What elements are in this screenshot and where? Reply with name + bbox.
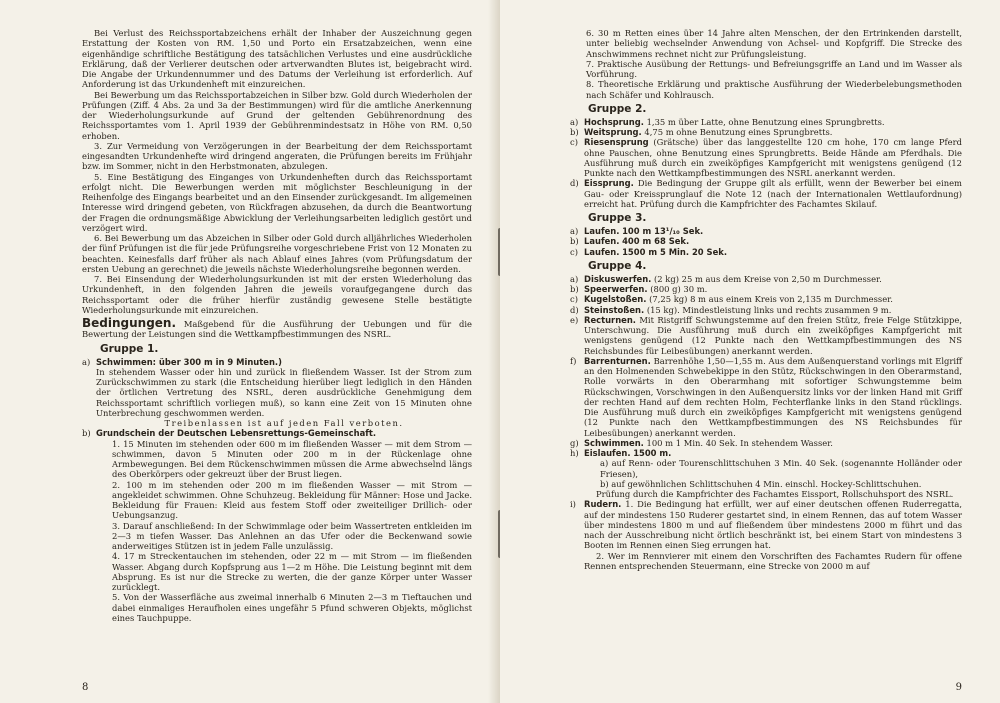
para-verlust: Bei Verlust des Reichssportabzeichens erhält der Inhaber der Auszeichnung gegen Erstattung der Kosten von RM. 1,50 und Porto ein Ersatzabzeichen, wenn eine eigenhändige schriftliche Bestätigung des tatsächlichen Verlustes und eine ausdrückliche Erklärung, daß der Verlierer deutschen oder artverwandten Blutes ist, beigebracht wird. Die Angabe der Urkundennummer und des Datums der Verleihung ist erforderlich. Auf Anforderung ist das Urkundenheft mit einzureichen. bbox=[82, 28, 472, 90]
item-label: g) bbox=[570, 437, 579, 448]
list-item: Prüfung durch die Kampfrichter des Fachamtes Eissport, Rollschuhsport des NSRL. bbox=[596, 489, 954, 499]
item-label: a) bbox=[570, 273, 579, 284]
item-text: (Grätsche) über das langgestellte 120 cm hohe, 170 cm lange Pferd ohne Pauschen, ohne Benutzung eines Sprungbretts. Beide Hände am Pferdhals. Die Ausführung muß durch ein zweiköpfiges Kampfgericht mit wenigstens genügend (12 Punkte nach den Wettkampfbestimmungen des NSRL anerkannt werden. bbox=[584, 137, 962, 178]
item-title: Schwimmen. bbox=[584, 437, 644, 448]
item-label: a) bbox=[570, 226, 579, 236]
bedingungen-title: Bedingungen. bbox=[82, 316, 177, 330]
list-item: 1. 15 Minuten im stehenden oder 600 m im fließenden Wasser — mit dem Strom — schwimmen, davon 5 Minuten oder 200 m in der Rückenlage ohne Armbewegungen. Bei dem Rückenschwimmen müssen die Arme abwechselnd längs des Oberkörpers oder gekreuzt über der Brust liegen. bbox=[112, 438, 472, 480]
item-title: Kugelstoßen. bbox=[584, 294, 647, 305]
item-text: 1500 m 5 Min. 20 Sek. bbox=[622, 246, 728, 257]
item-text: 1. Die Bedingung hat erfüllt, wer auf einer deutschen offenen Ruderregatta, auf der mindestens 150 Ruderer gestartet sind, in einem Rennen, das auf totem Wasser über mindestens 1800 m und auf fließendem über mindestens 2000 m führt und das nach der Ausschreibung nicht örtlich beschränkt ist, bei einem Start von mindestens 3 Booten im Rennen einen Sieg errungen hat. bbox=[584, 499, 963, 551]
item-text: Die Bedingung der Gruppe gilt als erfüllt, wenn der Bewerber bei einem Gau- oder Kreissprunglauf die Note 12 (nach der Internationalen Wettlaufordnung) erreicht hat. Prüfung durch die Kampfrichter des Fachamtes Skilauf. bbox=[584, 178, 962, 209]
item-hochsprung bbox=[570, 117, 962, 127]
item-title: Weitsprung. bbox=[584, 127, 642, 137]
item-title: Diskuswerfen. bbox=[584, 273, 652, 284]
item-title: Laufen. bbox=[584, 246, 620, 257]
para-6: 6. Bei Bewerbung um das Abzeichen in Silber oder Gold durch alljährliches Wiederholen der fünf Prüfungen ist die für jede Prüfungsreihe vorgeschriebene Frist von 12 Monaten zu beachten. Keinesfalls darf früher als nach Ablauf eines Jahres (vom Prüfungsdatum der ersten Uebung an gerechnet) die jeweils nächste Wiederholungsreihe begonnen werden. bbox=[82, 233, 472, 274]
item-label: b) bbox=[570, 236, 579, 247]
list-item: 5. Von der Wasserfläche aus zweimal innerhalb 6 Minuten 2—3 m Tieftauchen und dabei einmaliges Heraufholen eines ungefähr 5 Pfund schweren Objekts, möglichst eines Tauchpuppe. bbox=[112, 592, 472, 623]
item-text: (15 kg). Mindestleistung links und rechts zusammen 9 m. bbox=[646, 304, 892, 315]
item-schwimmen-100 bbox=[570, 438, 962, 448]
item-text: 100 m 13¹/₁₀ Sek. bbox=[622, 226, 704, 236]
list-item: 2. 100 m im stehenden oder 200 m im fließenden Wasser — mit Strom — angekleidet schwimmen. Ohne Schuhzeug. Bekleidung für Männer: Hose und Jacke. Bekleidung für Frauen: Kleid aus festem Stoff oder zweiteiliger Drillich- oder Uebungsanzug. bbox=[112, 479, 472, 521]
item-text: 4,75 m ohne Benutzung eines Sprungbretts. bbox=[644, 127, 833, 137]
gruppe-1-heading: Gruppe 1. bbox=[100, 342, 159, 355]
item-label: c) bbox=[570, 246, 578, 257]
item-title: Rudern. bbox=[584, 499, 622, 510]
item-text: (800 g) 30 m. bbox=[650, 284, 708, 294]
item-title: Laufen. bbox=[584, 236, 620, 247]
item-label: c) bbox=[570, 137, 578, 148]
right-page bbox=[500, 0, 1000, 703]
item-text-2: 2. Wer im Rennvierer mit einem den Vorschriften des Fachamtes Rudern für offene Rennen entsprechenden Steuermann, eine Strecke von 2000 m auf bbox=[584, 550, 962, 571]
item-diskus bbox=[570, 274, 962, 284]
item-label: a) bbox=[82, 356, 91, 367]
item-title: Laufen. bbox=[584, 226, 620, 236]
item-text: Barrenhöhe 1,50—1,55 m. Aus dem Außenquerstand vorlings mit Elgriff an den Holmenenden Schwebekippe in den Stütz, Rückschwingen in den Oberarmstand, Rolle vorwärts in den Oberarmhang mit sofortiger Schwungstemme beim Rückschwingen, Vorschwingen in den Außenquersitz links vor der linken Hand mit Griff der rechten Hand auf dem rechten Holm, Fechterflanke links in den Stand rücklings. Die Ausführung muß durch ein zweiköpfiges Kampfgericht mit wenigstens genügend (12 Punkte nach den Wettkampfbestimmungen des NS Reichsbundes für Leibesübungen) anerkannt werden. bbox=[584, 355, 962, 438]
para-7: 7. Bei Einsendung der Wiederholungsurkunden ist mit der ersten Wiederholung das Urkundenheft, in den folgenden Jahren die jeweils voraufgegangene durch das Reichssportamt oder die früher hierfür zuständig gewesene Stelle bestätigte Wiederholungsurkunde mit einzureichen. bbox=[82, 274, 472, 315]
list-item: 3. Darauf anschließend: In der Schwimmlage oder beim Wassertreten entkleiden im 2—3 m tiefen Wasser. Das Anlehnen an das Ufer oder die Beckenwand sowie anderweitiges Stützen ist in jedem Falle unzulässig. bbox=[112, 520, 472, 551]
item-kugel bbox=[570, 294, 962, 304]
list-item: 6. 30 m Retten eines über 14 Jahre alten Menschen, der den Ertrinkenden darstellt, unter beliebig wechselnder Anwendung von Achsel- und Kopfgriff. Die Strecke des Anschwimmens rechnet nicht zur Prüfungsleistung. bbox=[586, 28, 962, 59]
item-label: b) bbox=[570, 284, 579, 294]
item-title: Barrenturnen. bbox=[584, 355, 651, 366]
gruppe-2-heading: Gruppe 2. bbox=[588, 102, 647, 115]
list-item: 8. Theoretische Erklärung und praktische Ausführung der Wiederbelebungsmethoden nach Schäfer und Kohlrausch. bbox=[586, 79, 962, 100]
item-barren bbox=[570, 356, 962, 438]
page-number-left: 8 bbox=[82, 682, 89, 693]
item-label: e) bbox=[570, 314, 579, 325]
item-speer bbox=[570, 284, 962, 294]
para-5: 5. Eine Bestätigung des Einganges von Urkundenheften durch das Reichssportamt erfolgt nicht. Die Bewerbungen werden mit möglichster Beschleunigung in der Reihenfolge des Eingangs bearbeitet und an den Einsender zurückgesandt. Im allgemeinen Interesse wird dringend gebeten, von Rückfragen abzusehen, da durch die Beantwortung der Fragen die ordnungsmäßige Abwicklung der Verleihungsarbeiten lediglich gestört und verzögert wird. bbox=[82, 171, 472, 233]
item-eissprung bbox=[570, 178, 962, 209]
item-eislaufen bbox=[570, 448, 962, 499]
item-label: h) bbox=[570, 448, 579, 458]
list-item: 4. 17 m Streckentauchen im stehenden, oder 22 m — mit Strom — im fließenden Wasser. Abgang durch Kopfsprung aus 1—2 m Höhe. Die Leistung beginnt mit dem Absprung. Es ist nur die Strecke zu werten, die der ganze Körper unter Wasser zurücklegt. bbox=[112, 551, 472, 592]
item-weitsprung bbox=[570, 127, 962, 137]
item-title: Recturnen. bbox=[584, 314, 636, 325]
item-title: Schwimmen: über 300 m in 9 Minuten.) bbox=[96, 356, 282, 367]
item-laufen-100 bbox=[570, 226, 962, 236]
para-silber-gold: Bei Bewerbung um das Reichssportabzeichen in Silber bzw. Gold durch Wiederholen der Prüfungen (Ziff. 4 Abs. 2a und 3a der Bestimmungen) wird für die amtliche Anerkennung der Wiederholungsurkunde auf Grund der geltenden Gebührenordnung des Reichssportamtes vom 1. April 1939 der Gebührenmindestsatz in Höhe von RM. 0,50 erhoben. bbox=[82, 89, 472, 141]
item-note: Treibenlassen ist auf jeden Fall verboten. bbox=[164, 418, 404, 428]
item-text: Mit Ristgriff Schwungstemme auf den freien Stütz, freie Felge Stützkippe, Unterschwung. Die Ausführung muß durch ein zweiköpfiges Kampfgericht mit wenigstens genügend (12 Punkte nach den Wettkampfbestimmungen des NS Reichsbundes für Leibesübungen) anerkannt werden. bbox=[584, 314, 962, 356]
item-a-schwimmen bbox=[82, 357, 472, 429]
item-label: a) bbox=[570, 116, 579, 127]
item-title: Steinstoßen. bbox=[584, 304, 645, 315]
item-text: (7,25 kg) 8 m aus einem Kreis von 2,135 m Durchmesser. bbox=[649, 294, 893, 305]
item-label: f) bbox=[570, 355, 577, 366]
item-title: Eissprung. bbox=[584, 178, 634, 189]
para-3: 3. Zur Vermeidung von Verzögerungen in der Bearbeitung der dem Reichssportamt eingesandten Urkundenhefte wird dringend angeraten, die Prüfungen bereits im Frühjahr bzw. im Sommer, nicht in den Herbstmonaten, abzulegen. bbox=[82, 140, 472, 172]
item-label: i) bbox=[570, 499, 576, 510]
item-text: In stehendem Wasser oder hin und zurück in fließendem Wasser. Ist der Strom zum Zurückschwimmen zu stark (die Entscheidung hierüber liegt lediglich in den Händen der örtlichen Vertretung des NSRL, deren ausdrückliche Genehmigung dem Reichssportamt schriftlich vorliegen muß), so kann eine Zeit von 15 Minuten ohne Unterbrechung geschwommen werden. bbox=[96, 366, 472, 418]
item-label: b) bbox=[82, 428, 91, 439]
item-text: 1500 m. bbox=[633, 448, 672, 458]
item-riesensprung bbox=[570, 137, 962, 178]
item-title: Grundschein der Deutschen Lebensrettungs-Gemeinschaft. bbox=[96, 428, 377, 439]
item-text: (2 kg) 25 m aus dem Kreise von 2,50 m Durchmesser. bbox=[654, 273, 882, 284]
item-reck bbox=[570, 315, 962, 356]
item-title: Hochsprung. bbox=[584, 116, 644, 127]
bedingungen-block bbox=[82, 318, 472, 340]
gruppe-3-heading: Gruppe 3. bbox=[588, 212, 647, 224]
bedingungen-text: Maßgebend für die Ausführung der Uebungen und für die Bewertung der Leistungen sind die Wettkampfbestimmungen des NSRL. bbox=[82, 319, 472, 340]
page-number-right: 9 bbox=[955, 682, 962, 693]
item-label: d) bbox=[570, 304, 579, 315]
item-stein bbox=[570, 305, 962, 315]
item-text: 100 m 1 Min. 40 Sek. In stehendem Wasser. bbox=[646, 437, 833, 448]
item-label: b) bbox=[570, 127, 579, 137]
item-label: d) bbox=[570, 178, 579, 189]
item-rudern bbox=[570, 499, 962, 571]
item-b-grundschein bbox=[82, 428, 472, 623]
item-title: Speerwerfen. bbox=[584, 284, 648, 294]
list-item: b) auf gewöhnlichen Schlittschuhen 4 Min. einschl. Hockey-Schlittschuhen. bbox=[600, 478, 922, 489]
item-laufen-1500 bbox=[570, 247, 962, 257]
list-item: a) auf Renn- oder Tourenschlittschuhen 3 Min. 40 Sek. (sogenannte Holländer oder Friesen), bbox=[600, 458, 962, 479]
item-label: c) bbox=[570, 294, 578, 305]
item-title: Eislaufen. bbox=[584, 448, 631, 458]
item-text: 400 m 68 Sek. bbox=[622, 236, 690, 247]
item-title: Riesensprung bbox=[584, 137, 649, 148]
gruppe-4-heading: Gruppe 4. bbox=[588, 259, 647, 272]
item-text: 1,35 m über Latte, ohne Benutzung eines Sprungbretts. bbox=[646, 116, 885, 127]
list-item: 7. Praktische Ausübung der Rettungs- und Befreiungsgriffe an Land und im Wasser als Vorführung. bbox=[586, 58, 962, 79]
item-laufen-400 bbox=[570, 236, 962, 246]
